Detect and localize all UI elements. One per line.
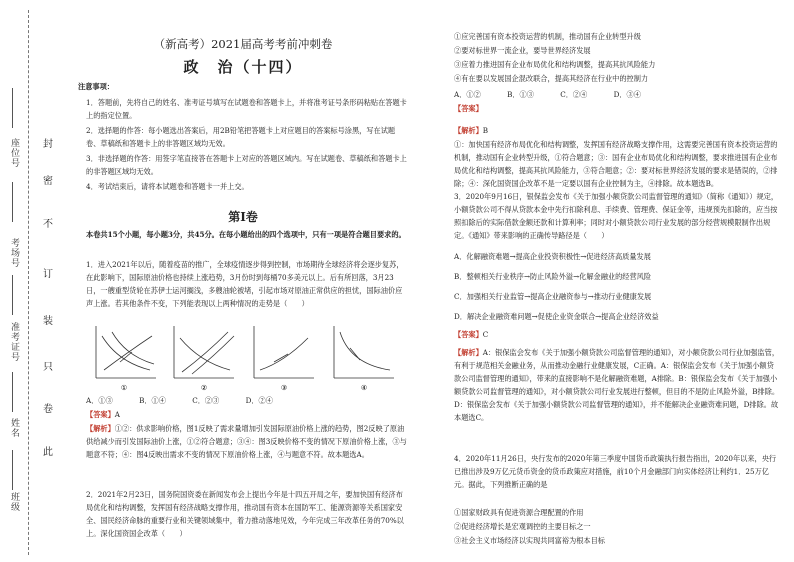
analysis-label: 【解析】 — [86, 424, 115, 433]
option-b[interactable]: B．①③ — [507, 90, 534, 99]
exam-title: （新高考）2021届高考考前冲刺卷 — [153, 37, 333, 51]
seal-char: 密 — [43, 172, 53, 187]
analysis-text: ①②：供求影响价格，图1反映了需求量增加引发国际原油价格上涨的趋势，图2反映了原油供给减少而引发国际油价上涨，①②符合题意；③④：图3反映价格不变的情况下原油价格上涨，③与题意不符；④：图4反映出需求不变的情况下原油价格上涨，④与题意不符。故本题选A。 — [86, 424, 407, 459]
graph-1-label: ① — [120, 384, 128, 392]
graph-4-label: ④ — [360, 384, 368, 392]
question-3-analysis — [454, 346, 780, 424]
answer-value: B — [482, 126, 489, 135]
question-3-stem: 3．2020年9月16日，银保监会发布《关于加强小额贷款公司监督管理的通知》（简称《通知》）规定，小额贷款公司不得从贷款本金中先行扣除利息、手续费、管理费、保证金等，违规预先扣除的，应当按照扣除后的实际借款金额还款和计算利率；同时对小额贷款公司行业发展的部分经营规模限制作出规定。《通知》带来影响的正确传导路径是（ ） — [454, 192, 779, 240]
note-item: 3．非选择题的作答：用签字笔直接答在答题卡上对应的答题区域内。写在试题卷、草稿纸和答题卡上的非答题区域均无效。 — [86, 154, 407, 176]
question-2-answer — [454, 102, 780, 115]
seal-char: 封 — [43, 135, 53, 150]
note-item: 1．答题前，先将自己的姓名、准考证号填写在试题卷和答题卡上，并将准考证号条形码粘贴在答题卡上的指定位置。 — [86, 98, 407, 120]
note-item: 4．考试结束后，请将本试题卷和答题卡一并上交。 — [86, 182, 249, 191]
question-1-graphs — [88, 322, 398, 392]
answer-label: 【答案】 — [86, 410, 115, 419]
q3-choice-b[interactable]: B．整顿相关行业秩序→防止风险外溢→化解金融业的经营风险 — [454, 272, 652, 281]
q2-choice: ③应着力推进国有企业布局优化和结构调整，提高其抗风险能力 — [454, 60, 656, 69]
question-4-stem: 4．2020年11月26日，央行发布的2020年第三季度中国货币政策执行报告指出，2020年以来，央行已推出涉及9万亿元货币资金的货币政策应对措施，前10个月金融部门向实体经济让利约1．25万亿元。据此，下列推断正确的是 — [454, 454, 777, 489]
graph-2-label: ② — [200, 384, 208, 392]
option-a[interactable]: A．①② — [454, 90, 481, 99]
analysis-text: A：银保监会发布《关于加强小额贷款公司监督管理的通知》，对小额贷款公司行业加强监管，有利于规范相关金融业务，从而推动金融行业健康发展，C正确。A：银保监会发布《关于加强小额贷款公司监督管理的通知》，带来的直接影响不是化解融资难题，A排除。B：银保监会发布《关于加强小额贷款公司监督管理的通知》，对小额贷款公司行业发展进行整顿，但目的不是防止风险外溢，B排除。D：银保监会发布《关于加强小额贷款公司监督管理的通知》，并不能解决企业融资难问题，D排除。故本题选C。 — [454, 348, 780, 422]
question-2-options — [454, 88, 780, 101]
seal-char: 只 — [43, 358, 53, 373]
question-1-stem: 1．进入2021年以后，随着疫苗的推广，全球疫情逐步得到控制，市场期待全球经济将会逐步复苏，在此影响下，国际原油价格也持续上涨趋势，3月份时到每桶70多美元以上。后有所回落，3月23日，一艘重型货轮在苏伊士运河搁浅，多艘油轮被堵，引起市场对原油正常供应的担忧，国际油价应声上涨。若其他条件不变，下列能表现以上两种情况的走势是（ ） — [86, 260, 404, 308]
answer-label: 【答案】 — [454, 104, 483, 113]
graph-1 — [96, 326, 156, 378]
question-2-stem: 2．2021年2月23日，国务院国资委在新闻发布会上提出今年是十四五开局之年，要加快国有经济布局优化和结构调整，发挥国有经济战略支撑作用，推动国有资本在国防军工、能源资源等关系国家安全、国民经济命脉的重要行业和关键领域集中，着力推动落地见效，今年完成三年改革任务的70%以上。深化国资国企改革（ ） — [86, 490, 404, 538]
seat-number-field[interactable] — [12, 88, 13, 128]
binding-dashed-line — [28, 10, 29, 555]
q4-choice: ①国家财政具有促进资源合理配置的作用 — [454, 508, 584, 517]
admission-number-field[interactable] — [12, 275, 13, 315]
option-c[interactable]: C．②③ — [192, 396, 220, 405]
name-label: 姓名 — [9, 418, 19, 438]
question-1-options — [86, 394, 408, 407]
exam-room-label: 考场号 — [9, 238, 19, 268]
graph-2 — [174, 326, 234, 378]
question-2-analysis — [454, 124, 780, 137]
analysis-label: 【解析】 — [454, 126, 483, 135]
class-field[interactable] — [12, 450, 13, 490]
section-intro: 本卷共15个小题，每小题3分，共45分。在每小题给出的四个选项中，只有一项是符合题目要求的。 — [86, 230, 406, 239]
option-d[interactable]: D．②④ — [245, 396, 273, 405]
seal-char: 不 — [43, 215, 53, 230]
seat-number-label: 座位号 — [9, 138, 19, 168]
analysis-label: 【解析】 — [454, 348, 483, 357]
answer-label: 【答案】 — [454, 330, 483, 339]
option-a[interactable]: A．①③ — [86, 396, 113, 405]
section-title: 第Ⅰ卷 — [228, 210, 258, 224]
option-d[interactable]: D．③④ — [613, 90, 641, 99]
graph-3-label: ③ — [280, 384, 288, 392]
seal-char: 卷 — [43, 400, 53, 415]
question-2-analysis-text: ①：加快国有经济布局优化和结构调整，发挥国有经济战略支撑作用，这需要完善国有资本投资运营的机制，推动国有企业转型升级，①符合题意；③：国有企业布局优化和结构调整，要求推进国有企业布局优化和结构调整，提高其抗风险能力，③符合题意；②：要对标世界经济发展的要求是错误的，②排除；④：深化国资国企改革不是一定要以国有企业控制为主，④排除。故本题选B。 — [454, 140, 778, 188]
q3-choice-a[interactable]: A．化解融资难题→提高企业投资积极性→促进经济高质量发展 — [454, 252, 651, 261]
seal-char: 订 — [43, 265, 53, 280]
name-field[interactable] — [12, 372, 13, 412]
answer-value: C — [482, 330, 489, 339]
answer-value: A — [114, 410, 120, 419]
q3-choice-d[interactable]: D．解决企业融资难问题→促使企业资金联合→提高企业经济效益 — [454, 312, 659, 321]
notes-heading: 注意事项： — [78, 82, 114, 91]
seal-char: 此 — [43, 443, 53, 458]
option-b[interactable]: B．①④ — [139, 396, 166, 405]
question-3-answer — [454, 328, 780, 341]
seal-char: 装 — [43, 312, 53, 327]
q2-choice: ②要对标世界一流企业，要导世界经济发展 — [454, 46, 591, 55]
question-1-answer — [86, 408, 408, 421]
q4-choice: ③社会主义市场经济以实现共同富裕为根本目标 — [454, 536, 605, 545]
option-c[interactable]: C．②④ — [560, 90, 588, 99]
note-item: 2．选择题的作答：每小题选出答案后，用2B铅笔把答题卡上对应题目的答案标号涂黑，写在试题卷、草稿纸和答题卡上的非答题区域均无效。 — [86, 126, 396, 148]
q2-choice: ①应完善国有资本投资运营的机制，推动国有企业转型升级 — [454, 32, 641, 41]
graph-4 — [334, 326, 394, 378]
exam-room-field[interactable] — [12, 182, 13, 222]
q2-choice: ④有在要以发展国企混改联合，提高其经济在行业中的控制力 — [454, 74, 649, 83]
question-1-analysis — [86, 422, 408, 461]
graph-3 — [254, 326, 314, 378]
q3-choice-c[interactable]: C．加强相关行业监管→提高企业融资参与→推动行业健康发展 — [454, 292, 652, 301]
subject-title: 政 治（十四） — [183, 58, 303, 76]
admission-number-label: 准考证号 — [9, 322, 19, 362]
binding-strip — [0, 0, 62, 562]
q4-choice: ②促进经济增长是宏观调控的主要目标之一 — [454, 522, 591, 531]
class-label: 班级 — [9, 492, 19, 512]
